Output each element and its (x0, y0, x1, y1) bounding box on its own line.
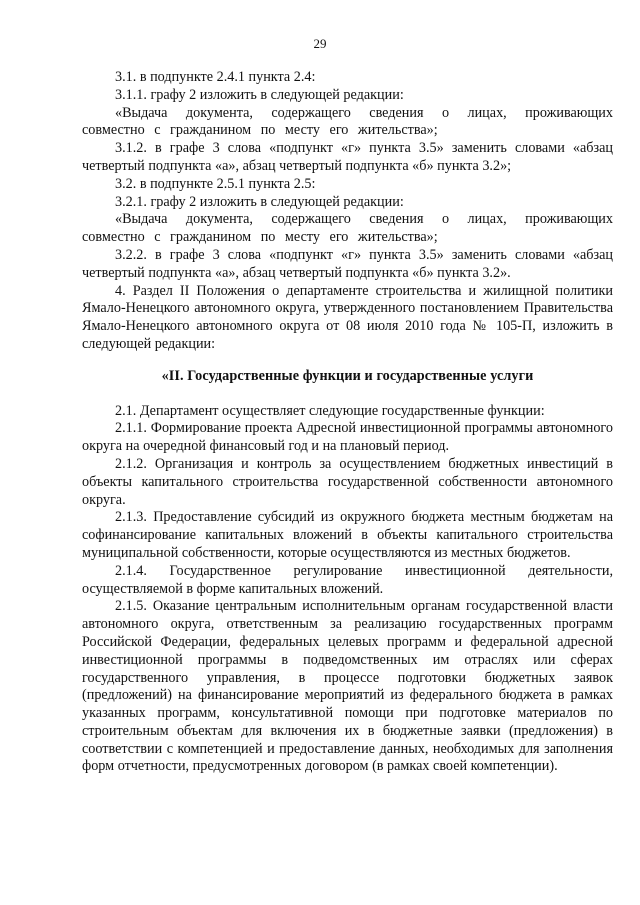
paragraph-3-2: 3.2. в подпункте 2.5.1 пункта 2.5: (115, 175, 316, 192)
paragraph-2-1: 2.1. Департамент осуществляет следующие государственные функции: (115, 402, 545, 419)
paragraph-2-1-3: 2.1.3. Предоставление субсидий из окружного бюджета местным бюджетам на софинансирование капитальных вложений в объекты капитального строительства муниципальной собственности, которые осуществляются из местных бюджетов. (82, 509, 613, 561)
document-body (82, 69, 613, 776)
paragraph-2-1-4: 2.1.4. Государственное регулирование инвестиционной деятельности, осуществляемой в форме капитальных вложений. (82, 562, 613, 597)
paragraph-4: 4. Раздел II Положения о департаменте строительства и жилищной политики Ямало-Ненецкого автономного округа, утвержденного постановлением Правительства Ямало-Ненецкого автономного округа от 08 июля 2010 года № 105-П, изложить в следующей редакции: (82, 282, 613, 352)
paragraph-3-2-2: 3.2.2. в графе 3 слова «подпункт «г» пункта 3.5» заменить словами «абзац четвертый подпункта «а», абзац четвертый подпункта «б» пункта 3.2». (82, 246, 613, 281)
paragraph-3-2-1: 3.2.1. графу 2 изложить в следующей редакции: (115, 193, 404, 210)
paragraph-2-1-5: 2.1.5. Оказание центральным исполнительным органам государственной власти автономного округа, ответственным за реализацию государственных программ Российской Федерации, федеральных целевых программ и федеральной адресной инвестиционной программы в подведомственных им отраслях или сферах государственного управления, в процессе подготовки бюджетных заявок (предложений) на финансирование мероприятий из федерального бюджета в рамках указанных программ, консультативной помощи при подготовке материалов по строительным объектам для включения их в бюджетные заявки (предложения) в соответствии с компетенцией и предоставление данных, необходимых для заполнения форм отчетности, предусмотренных договором (в рамках своей компетенции). (82, 598, 613, 775)
paragraph-3-2-1-text: «Выдача документа, содержащего сведения о лицах, проживающих совместно с гражданином по месту его жительства»; (82, 211, 613, 246)
section-heading: «II. Государственные функции и государственные услуги (161, 367, 534, 384)
paragraph-2-1-1: 2.1.1. Формирование проекта Адресной инвестиционной программы автономного округа на очередной финансовый год и на плановый период. (82, 420, 613, 455)
paragraph-3-1-2: 3.1.2. в графе 3 слова «подпункт «г» пункта 3.5» заменить словами «абзац четвертый подпункта «а», абзац четвертый подпункта «б» пункта 3.2»; (82, 140, 613, 174)
paragraph-3-1: 3.1. в подпункте 2.4.1 пункта 2.4: (115, 69, 316, 85)
paragraph-3-1-1-text: «Выдача документа, содержащего сведения о лицах, проживающих совместно с гражданином по месту его жительства»; (82, 104, 613, 139)
paragraph-2-1-2: 2.1.2. Организация и контроль за осуществлением бюджетных инвестиций в объекты капитального строительства государственной собственности автономного округа. (82, 455, 613, 508)
page-number: 29 (313, 36, 327, 51)
paragraph-3-1-1: 3.1.1. графу 2 изложить в следующей редакции: (115, 86, 404, 103)
